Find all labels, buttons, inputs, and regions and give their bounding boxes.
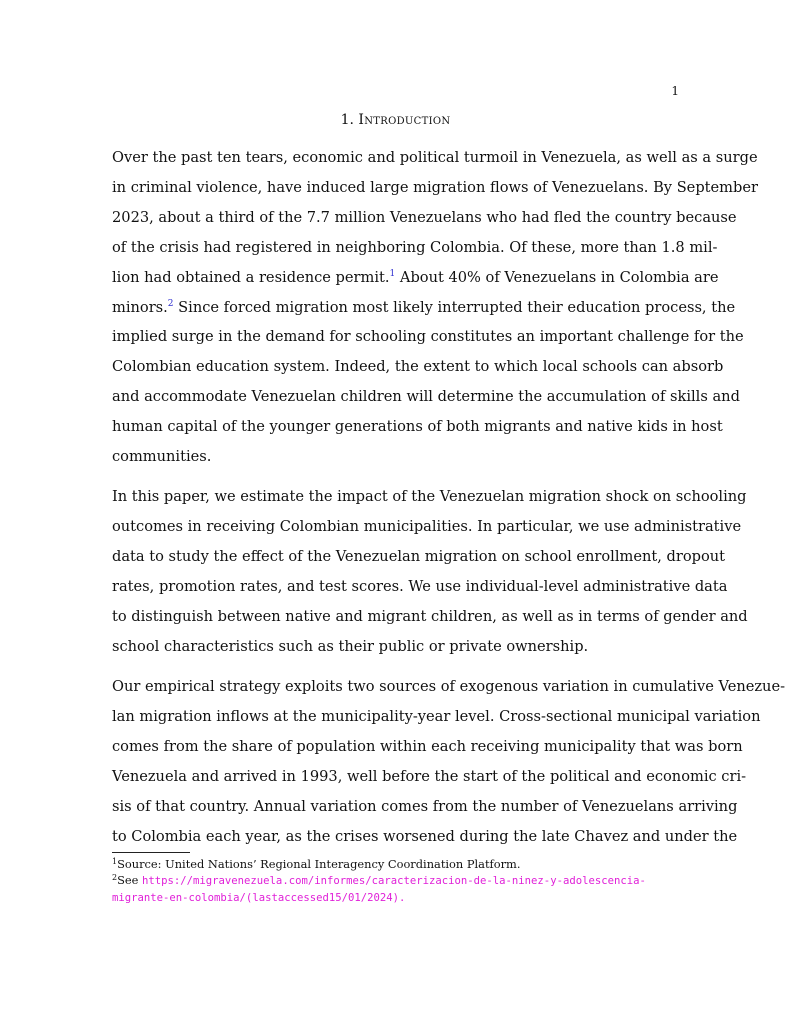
footnote-ref-1[interactable]: 1 [389,268,396,279]
footnote-divider [112,852,190,853]
paragraph-line: in criminal violence, have induced large migration flows of Venezuelans. By September [112,178,758,196]
paragraph-line: In this paper, we estimate the impact of the Venezuelan migration shock on schooling [112,488,747,505]
paragraph-text: About 40% of Venezuelans in Colombia are [395,268,719,286]
paragraph-line: comes from the share of population within each receiving municipality that was born [112,737,743,755]
section-heading [0,112,791,128]
paragraph-line-with-footnote [112,263,719,293]
footnote-mark: 2 [112,873,118,882]
footnote-1 [112,856,692,872]
section-number: 1. [340,112,354,128]
paragraph-line: human capital of the younger generations of both migrants and native kids in host [112,418,723,436]
paragraph-text: Since forced migration most likely interrupted their education process, the [173,298,736,316]
paragraph-line: Our empirical strategy exploits two sources of exogenous variation in cumulative Venezue- [112,678,786,695]
paragraph-line: sis of that country. Annual variation comes from the number of Venezuelans arriving [112,797,738,815]
paragraph-text: lion had obtained a residence permit. [112,268,390,286]
paragraph-text: minors. [112,298,168,316]
paragraph-line: Venezuela and arrived in 1993, well before the start of the political and economic cri- [112,767,747,785]
paragraph-line: 2023, about a third of the 7.7 million Venezuelans who had fled the country because [112,208,737,226]
page-number: 1 [671,84,679,98]
footnote-2-continued [112,889,692,906]
paragraph-1 [112,143,758,472]
footnote-ref-2[interactable]: 2 [167,298,174,309]
footnotes [112,856,692,906]
paragraph-3 [112,672,786,851]
footnote-link[interactable]: https://migravenezuela.com/informes/caracterizacion-de-la-ninez-y-adolescencia- [142,875,646,887]
paragraph-line: and accommodate Venezuelan children will determine the accumulation of skills and [112,388,740,406]
paragraph-line: lan migration inflows at the municipality-year level. Cross-sectional municipal variation [112,707,761,725]
paragraph-line: data to study the effect of the Venezuelan migration on school enrollment, dropout [112,547,726,565]
footnote-link[interactable]: migrante-en-colombia/(lastaccessed15/01/2024). [112,892,406,904]
paragraph-line-with-footnote [112,293,736,323]
paragraph-line: Colombian education system. Indeed, the extent to which local schools can absorb [112,358,724,376]
paragraph-line: Over the past ten tears, economic and political turmoil in Venezuela, as well as a surge [112,149,758,166]
paragraph-line: implied surge in the demand for schooling constitutes an important challenge for the [112,328,744,346]
paragraph-line: rates, promotion rates, and test scores. We use individual-level administrative data [112,577,728,595]
paragraph-line: school characteristics such as their public or private ownership. [112,637,589,655]
section-title: Introduction [358,112,451,128]
footnote-mark: 1 [112,857,118,866]
paragraph-2 [112,482,748,661]
paragraph-line: to Colombia each year, as the crises worsened during the late Chavez and under the [112,827,738,845]
footnote-text: Source: United Nations’ Regional Interagency Coordination Platform. [117,857,521,871]
paragraph-line: to distinguish between native and migrant children, as well as in terms of gender and [112,607,748,625]
paragraph-line: outcomes in receiving Colombian municipalities. In particular, we use administrative [112,517,742,535]
footnote-2 [112,872,692,889]
paragraph-line: communities. [112,448,212,466]
paragraph-line: of the crisis had registered in neighboring Colombia. Of these, more than 1.8 mil- [112,238,718,256]
footnote-text: See [117,873,142,887]
